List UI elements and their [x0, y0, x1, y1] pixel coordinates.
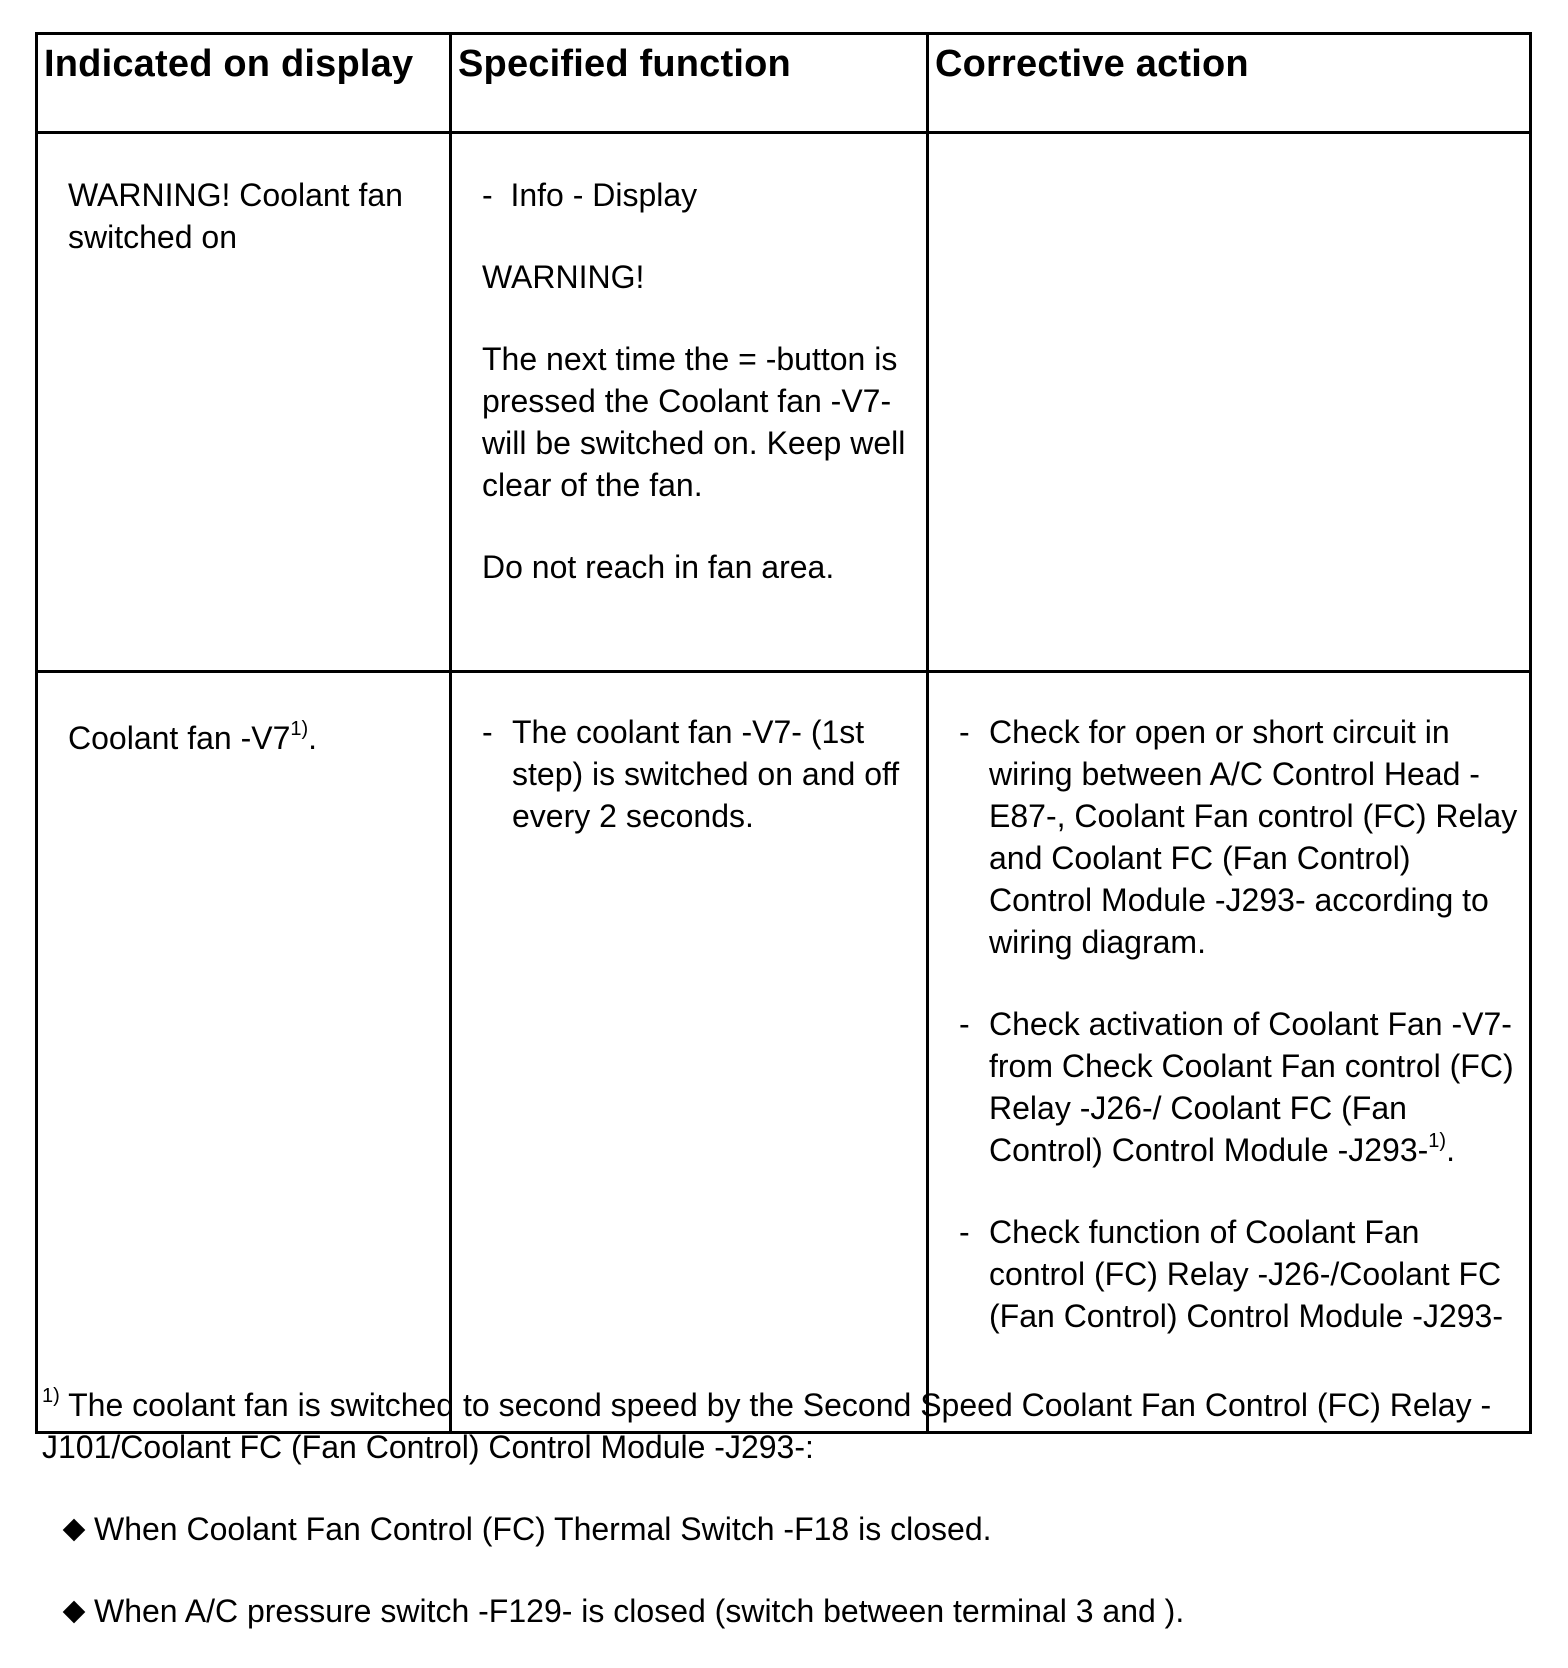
diamond-bullet-icon — [63, 1518, 86, 1541]
footnote-reference: 1) — [1428, 1130, 1447, 1152]
function-note: Do not reach in fan area. — [482, 549, 835, 585]
indicated-suffix: . — [308, 720, 318, 756]
header-specified-function: Specified function — [451, 34, 928, 133]
function-text: The next time the = -button is pressed the Coolant fan -V7- will be switched on. Keep well clear of the fan. — [482, 341, 906, 503]
bullet-text: When Coolant Fan Control (FC) Thermal Switch -F18 is closed. — [94, 1511, 992, 1547]
diagnosis-table — [35, 32, 1532, 1434]
indicated-text: Coolant fan -V7 — [68, 720, 291, 756]
cell-function — [451, 672, 928, 1433]
diamond-bullet-icon — [63, 1600, 86, 1623]
function-warning: WARNING! — [482, 259, 645, 295]
list-item — [482, 711, 916, 837]
action-text: Check activation of Coolant Fan -V7- from Check Coolant Fan control (FC) Relay -J26-/ Coolant FC (Fan Control) Control Module -J293- — [989, 1006, 1514, 1168]
dash-marker: - — [959, 1214, 970, 1250]
list-item — [959, 1003, 1519, 1171]
footnote-marker: 1) — [42, 1385, 60, 1407]
dash-marker: - — [959, 1006, 970, 1042]
header-indicated-on-display: Indicated on display — [37, 34, 451, 133]
function-list — [482, 711, 916, 837]
footnote — [42, 1384, 1522, 1468]
table-row — [37, 672, 1531, 1433]
dash-marker: - — [482, 714, 493, 750]
cell-action — [928, 133, 1531, 672]
list-item — [959, 711, 1519, 963]
table-row — [37, 133, 1531, 672]
function-title-line — [482, 174, 916, 216]
dash-marker: - — [482, 177, 493, 213]
function-title: Info - Display — [510, 177, 698, 213]
list-item — [60, 1508, 1520, 1550]
dash-marker: - — [959, 714, 970, 750]
footnote-reference: 1) — [290, 718, 309, 740]
action-list — [959, 711, 1519, 1337]
bullet-text: When A/C pressure switch -F129- is closed (switch between terminal 3 and ). — [94, 1593, 1185, 1629]
action-text: Check for open or short circuit in wiring between A/C Control Head -E87-, Coolant Fan control (FC) Relay and Coolant FC (Fan Control) Control Module -J293- according to wiring diagram. — [989, 714, 1518, 960]
cell-indicated — [37, 672, 451, 1433]
cell-indicated — [37, 133, 451, 672]
bullet-list — [60, 1508, 1520, 1632]
list-item — [959, 1211, 1519, 1337]
footnote-text: The coolant fan is switched to second speed by the Second Speed Coolant Fan Control (FC) Relay -J101/Coolant FC (Fan Control) Control Module -J293-: — [42, 1387, 1492, 1465]
action-text: Check function of Coolant Fan control (FC) Relay -J26-/Coolant FC (Fan Control) Control Module -J293- — [989, 1214, 1503, 1334]
header-corrective-action: Corrective action — [928, 34, 1531, 133]
cell-function — [451, 133, 928, 672]
list-item — [60, 1590, 1520, 1632]
indicated-text: WARNING! Coolant fan switched on — [68, 177, 403, 255]
cell-action — [928, 672, 1531, 1433]
table-header-row — [37, 34, 1531, 133]
action-suffix: . — [1446, 1132, 1455, 1168]
function-text: The coolant fan -V7- (1st step) is switched on and off every 2 seconds. — [512, 714, 900, 834]
